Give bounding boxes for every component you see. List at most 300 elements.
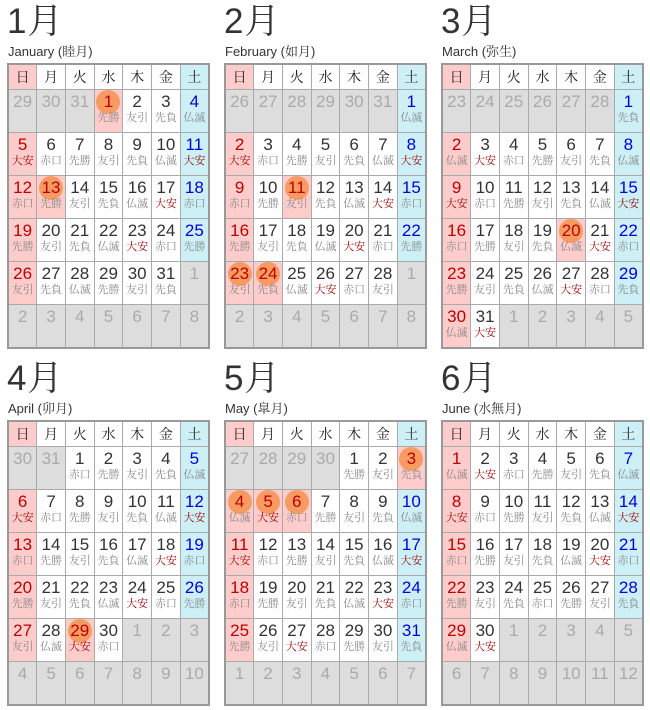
day-cell-content bbox=[398, 576, 425, 618]
rokuyo-label: 先勝 bbox=[257, 598, 280, 611]
day-cell-content bbox=[443, 305, 470, 347]
rokuyo-label: 赤口 bbox=[502, 469, 525, 482]
day-cell bbox=[442, 447, 471, 490]
day-cell bbox=[528, 619, 557, 662]
day-cell-content bbox=[398, 305, 425, 347]
day-cell-content bbox=[37, 447, 65, 489]
day-cell-content bbox=[443, 219, 470, 261]
day-cell-content bbox=[500, 576, 528, 618]
day-cell-content bbox=[500, 619, 528, 661]
day-cell bbox=[225, 219, 254, 262]
day-cell-content bbox=[615, 219, 642, 261]
day-cell-content bbox=[312, 305, 340, 347]
day-cell bbox=[282, 490, 311, 533]
day-cell bbox=[442, 176, 471, 219]
day-cell-content bbox=[37, 576, 65, 618]
rokuyo-label: 仏滅 bbox=[126, 555, 149, 568]
day-cell-content bbox=[500, 490, 528, 532]
rokuyo-label: 赤口 bbox=[11, 198, 34, 211]
day-number: 7 bbox=[378, 135, 388, 155]
day-cell bbox=[311, 576, 340, 619]
day-number: 16 bbox=[99, 535, 118, 555]
day-number: 24 bbox=[127, 578, 147, 598]
day-number: 31 bbox=[156, 264, 176, 284]
day-number: 28 bbox=[373, 264, 393, 284]
day-cell-content bbox=[398, 533, 425, 575]
day-cell-content bbox=[500, 90, 528, 132]
rokuyo-label: 先勝 bbox=[183, 241, 206, 254]
day-cell bbox=[340, 662, 369, 706]
weekday-header-sat: 土 bbox=[180, 64, 209, 90]
rokuyo-label: 赤口 bbox=[154, 598, 177, 611]
day-number: 10 bbox=[184, 664, 204, 684]
day-number: 12 bbox=[316, 178, 335, 198]
day-cell bbox=[180, 219, 209, 262]
day-cell bbox=[614, 662, 643, 706]
day-cell bbox=[65, 576, 94, 619]
day-number: 18 bbox=[504, 221, 524, 241]
day-cell bbox=[254, 176, 283, 219]
day-cell bbox=[65, 533, 94, 576]
rokuyo-label: 赤口 bbox=[183, 198, 206, 211]
day-cell bbox=[311, 219, 340, 262]
day-cell-content bbox=[95, 305, 123, 347]
day-cell-content bbox=[95, 533, 123, 575]
rokuyo-label: 友引 bbox=[285, 198, 308, 211]
day-cell-content bbox=[557, 576, 585, 618]
day-cell bbox=[37, 490, 66, 533]
day-cell-content bbox=[254, 533, 282, 575]
rokuyo-label: 先負 bbox=[560, 198, 583, 211]
rokuyo-label: 先負 bbox=[617, 112, 640, 125]
day-cell-content bbox=[66, 576, 94, 618]
day-number: 3 bbox=[509, 449, 519, 469]
rokuyo-label: 友引 bbox=[588, 598, 611, 611]
month-block bbox=[441, 2, 644, 349]
day-number: 3 bbox=[263, 307, 273, 327]
day-number: 19 bbox=[561, 535, 581, 555]
day-number: 24 bbox=[475, 92, 495, 112]
day-cell-content bbox=[500, 662, 528, 704]
day-cell bbox=[499, 619, 528, 662]
day-number: 19 bbox=[316, 221, 335, 241]
day-number: 7 bbox=[103, 664, 114, 684]
day-number: 25 bbox=[504, 264, 524, 284]
day-cell-content bbox=[529, 662, 557, 704]
day-cell bbox=[123, 619, 152, 662]
day-number: 1 bbox=[349, 449, 359, 469]
rokuyo-label: 先負 bbox=[68, 241, 91, 254]
day-cell-content bbox=[283, 576, 311, 618]
rokuyo-label: 先負 bbox=[97, 555, 120, 568]
day-number: 27 bbox=[287, 621, 307, 641]
day-number: 29 bbox=[70, 621, 90, 641]
day-number: 10 bbox=[156, 135, 176, 155]
day-cell bbox=[8, 90, 37, 133]
month-block bbox=[224, 2, 427, 349]
rokuyo-label: 先負 bbox=[126, 512, 149, 525]
day-cell bbox=[311, 133, 340, 176]
weekday-header-mon: 月 bbox=[37, 421, 66, 447]
day-cell-content bbox=[254, 133, 282, 175]
day-cell-content bbox=[66, 490, 94, 532]
day-cell-content bbox=[9, 90, 36, 132]
day-number: 29 bbox=[618, 264, 638, 284]
rokuyo-label: 仏滅 bbox=[126, 198, 149, 211]
day-cell bbox=[225, 619, 254, 662]
day-number: 28 bbox=[41, 621, 61, 641]
day-number: 1 bbox=[406, 264, 417, 284]
day-cell-content bbox=[254, 662, 282, 704]
day-cell bbox=[471, 305, 500, 349]
day-cell bbox=[369, 262, 398, 305]
weekday-header-fri: 金 bbox=[586, 64, 615, 90]
rokuyo-label: 仏滅 bbox=[97, 241, 120, 254]
day-number: 26 bbox=[533, 92, 552, 112]
calendar-table bbox=[224, 63, 427, 349]
day-cell bbox=[397, 447, 426, 490]
day-number: 24 bbox=[504, 578, 524, 598]
rokuyo-label: 大安 bbox=[400, 555, 423, 568]
day-cell bbox=[557, 490, 586, 533]
month-title: 2月 bbox=[224, 2, 281, 41]
day-cell bbox=[369, 90, 398, 133]
day-number: 13 bbox=[590, 492, 610, 512]
day-number: 27 bbox=[13, 621, 33, 641]
day-cell bbox=[528, 133, 557, 176]
rokuyo-label: 友引 bbox=[11, 284, 34, 297]
day-cell-content bbox=[181, 447, 208, 489]
rokuyo-label: 赤口 bbox=[40, 512, 63, 525]
rokuyo-label: 赤口 bbox=[314, 641, 337, 654]
weekday-header-sun: 日 bbox=[442, 64, 471, 90]
day-number: 4 bbox=[189, 92, 200, 112]
rokuyo-label: 大安 bbox=[183, 155, 206, 168]
weekday-header-tue: 火 bbox=[65, 421, 94, 447]
day-cell bbox=[65, 305, 94, 349]
day-cell bbox=[528, 305, 557, 349]
day-number: 2 bbox=[263, 664, 273, 684]
weekday-header-thu: 木 bbox=[340, 64, 369, 90]
day-number: 20 bbox=[344, 221, 364, 241]
day-cell bbox=[65, 662, 94, 706]
day-number: 4 bbox=[161, 449, 171, 469]
day-cell-content bbox=[369, 262, 397, 304]
day-number: 9 bbox=[132, 135, 142, 155]
week-row bbox=[442, 447, 643, 490]
day-cell-content bbox=[95, 219, 123, 261]
day-number: 7 bbox=[75, 135, 85, 155]
day-cell-content bbox=[557, 662, 585, 704]
day-number: 2 bbox=[480, 449, 490, 469]
day-number: 26 bbox=[316, 264, 335, 284]
day-number: 13 bbox=[561, 178, 581, 198]
rokuyo-label: 大安 bbox=[474, 155, 497, 168]
day-number: 1 bbox=[75, 449, 85, 469]
day-number: 6 bbox=[595, 449, 605, 469]
day-cell-content bbox=[529, 447, 557, 489]
day-cell bbox=[340, 447, 369, 490]
week-row bbox=[8, 662, 209, 706]
day-cell bbox=[94, 447, 123, 490]
weekday-header-mon: 月 bbox=[37, 64, 66, 90]
rokuyo-label: 先負 bbox=[343, 555, 366, 568]
day-cell bbox=[282, 133, 311, 176]
day-cell-content bbox=[398, 176, 425, 218]
day-cell-content bbox=[66, 262, 94, 304]
day-cell-content bbox=[586, 176, 614, 218]
day-cell bbox=[94, 176, 123, 219]
day-cell bbox=[471, 133, 500, 176]
rokuyo-label: 仏滅 bbox=[97, 598, 120, 611]
day-cell bbox=[152, 219, 181, 262]
day-number: 24 bbox=[401, 578, 421, 598]
day-number: 25 bbox=[533, 578, 552, 598]
day-cell bbox=[8, 176, 37, 219]
day-cell-content bbox=[529, 219, 557, 261]
week-row bbox=[225, 619, 426, 662]
rokuyo-label: 仏滅 bbox=[343, 198, 366, 211]
week-row bbox=[8, 533, 209, 576]
month-subtitle: May (皐月) bbox=[225, 401, 288, 417]
weekday-header-sun: 日 bbox=[225, 421, 254, 447]
day-cell-content bbox=[443, 576, 470, 618]
day-cell bbox=[8, 133, 37, 176]
rokuyo-label: 先勝 bbox=[11, 241, 34, 254]
day-cell bbox=[8, 533, 37, 576]
day-number: 2 bbox=[378, 449, 388, 469]
weekday-header-row bbox=[442, 421, 643, 447]
day-cell bbox=[123, 133, 152, 176]
day-cell-content bbox=[152, 305, 180, 347]
day-number: 9 bbox=[378, 492, 388, 512]
day-number: 5 bbox=[320, 135, 331, 155]
day-cell bbox=[8, 576, 37, 619]
day-cell bbox=[123, 490, 152, 533]
day-number: 31 bbox=[41, 449, 61, 469]
day-cell bbox=[528, 90, 557, 133]
weekday-header-sat: 土 bbox=[180, 421, 209, 447]
day-cell-content bbox=[586, 533, 614, 575]
rokuyo-label: 友引 bbox=[560, 469, 583, 482]
week-row bbox=[8, 576, 209, 619]
week-row bbox=[442, 90, 643, 133]
day-cell-content bbox=[312, 533, 340, 575]
day-cell bbox=[152, 619, 181, 662]
rokuyo-label: 友引 bbox=[314, 555, 337, 568]
day-cell bbox=[180, 533, 209, 576]
day-cell-content bbox=[152, 662, 180, 704]
rokuyo-label: 友引 bbox=[285, 598, 308, 611]
rokuyo-label: 大安 bbox=[445, 198, 468, 211]
day-cell-content bbox=[340, 619, 368, 661]
day-cell-content bbox=[123, 619, 151, 661]
rokuyo-label: 大安 bbox=[617, 512, 640, 525]
day-cell-content bbox=[500, 533, 528, 575]
day-number: 18 bbox=[156, 535, 176, 555]
weekday-header-sun: 日 bbox=[442, 421, 471, 447]
day-cell-content bbox=[369, 619, 397, 661]
day-cell-content bbox=[66, 619, 94, 661]
day-number: 3 bbox=[161, 92, 171, 112]
weekday-header-thu: 木 bbox=[123, 64, 152, 90]
day-cell bbox=[225, 262, 254, 305]
day-cell bbox=[152, 133, 181, 176]
week-row bbox=[225, 490, 426, 533]
day-cell bbox=[225, 133, 254, 176]
day-number: 14 bbox=[618, 492, 638, 512]
day-cell-content bbox=[152, 619, 180, 661]
day-cell bbox=[557, 533, 586, 576]
day-cell bbox=[37, 176, 66, 219]
day-number: 26 bbox=[258, 621, 278, 641]
day-cell-content bbox=[9, 576, 36, 618]
day-cell-content bbox=[226, 447, 253, 489]
weekday-header-mon: 月 bbox=[254, 421, 283, 447]
day-cell-content bbox=[500, 447, 528, 489]
rokuyo-label: 先勝 bbox=[40, 555, 63, 568]
rokuyo-label: 仏滅 bbox=[314, 241, 337, 254]
day-cell-content bbox=[615, 662, 642, 704]
month-subtitle: June (水無月) bbox=[442, 401, 522, 417]
day-number: 20 bbox=[590, 535, 610, 555]
day-cell bbox=[614, 90, 643, 133]
day-number: 11 bbox=[157, 492, 175, 512]
rokuyo-label: 友引 bbox=[228, 284, 251, 297]
day-cell-content bbox=[66, 662, 94, 704]
day-cell bbox=[340, 219, 369, 262]
day-cell-content bbox=[471, 447, 499, 489]
day-cell-content bbox=[181, 490, 208, 532]
week-row bbox=[442, 576, 643, 619]
day-number: 2 bbox=[537, 621, 548, 641]
week-row bbox=[8, 447, 209, 490]
day-number: 19 bbox=[13, 221, 33, 241]
day-cell-content bbox=[181, 133, 208, 175]
day-cell bbox=[282, 447, 311, 490]
day-cell-content bbox=[340, 262, 368, 304]
day-cell bbox=[180, 490, 209, 533]
day-cell-content bbox=[398, 662, 425, 704]
day-cell bbox=[65, 619, 94, 662]
day-cell-content bbox=[398, 219, 425, 261]
day-cell bbox=[369, 219, 398, 262]
week-row bbox=[8, 305, 209, 349]
day-number: 8 bbox=[132, 664, 142, 684]
day-cell-content bbox=[9, 490, 36, 532]
day-cell bbox=[397, 219, 426, 262]
day-cell-content bbox=[529, 576, 557, 618]
rokuyo-label: 大安 bbox=[11, 512, 34, 525]
day-number: 21 bbox=[316, 578, 335, 598]
day-number: 8 bbox=[406, 135, 417, 155]
week-row bbox=[225, 447, 426, 490]
day-number: 13 bbox=[41, 178, 61, 198]
rokuyo-label: 仏滅 bbox=[371, 555, 394, 568]
rokuyo-label: 先負 bbox=[154, 469, 177, 482]
day-cell-content bbox=[586, 133, 614, 175]
day-cell-content bbox=[471, 133, 499, 175]
day-cell bbox=[528, 490, 557, 533]
day-cell bbox=[397, 262, 426, 305]
day-cell bbox=[282, 176, 311, 219]
day-cell-content bbox=[226, 305, 253, 347]
day-number: 29 bbox=[287, 449, 307, 469]
day-number: 28 bbox=[618, 578, 638, 598]
rokuyo-label: 先負 bbox=[531, 241, 554, 254]
rokuyo-label: 友引 bbox=[97, 155, 120, 168]
day-cell-content bbox=[9, 619, 36, 661]
rokuyo-label: 先勝 bbox=[11, 598, 34, 611]
day-cell-content bbox=[66, 176, 94, 218]
rokuyo-label: 友引 bbox=[502, 241, 525, 254]
day-cell bbox=[225, 305, 254, 349]
day-cell-content bbox=[66, 219, 94, 261]
month-subtitle: March (弥生) bbox=[442, 44, 517, 60]
day-cell-content bbox=[123, 490, 151, 532]
day-number: 10 bbox=[475, 178, 495, 198]
day-number: 24 bbox=[475, 264, 495, 284]
day-cell-content bbox=[37, 133, 65, 175]
rokuyo-label: 友引 bbox=[126, 284, 149, 297]
week-row bbox=[8, 176, 209, 219]
day-number: 23 bbox=[447, 264, 467, 284]
day-number: 25 bbox=[287, 264, 307, 284]
rokuyo-label: 大安 bbox=[474, 469, 497, 482]
day-number: 1 bbox=[623, 92, 634, 112]
day-cell-content bbox=[312, 576, 340, 618]
weekday-header-fri: 金 bbox=[586, 421, 615, 447]
week-row bbox=[442, 176, 643, 219]
day-cell bbox=[225, 447, 254, 490]
rokuyo-label: 友引 bbox=[68, 555, 91, 568]
day-cell-content bbox=[9, 262, 36, 304]
day-cell-content bbox=[529, 262, 557, 304]
rokuyo-label: 先負 bbox=[400, 469, 423, 482]
day-cell bbox=[397, 576, 426, 619]
day-cell bbox=[499, 490, 528, 533]
day-cell-content bbox=[471, 576, 499, 618]
rokuyo-label: 友引 bbox=[560, 155, 583, 168]
day-number: 20 bbox=[287, 578, 307, 598]
day-cell bbox=[282, 305, 311, 349]
day-cell bbox=[369, 305, 398, 349]
weekday-header-wed: 水 bbox=[528, 64, 557, 90]
day-cell bbox=[586, 219, 615, 262]
rokuyo-label: 仏滅 bbox=[40, 641, 63, 654]
day-number: 2 bbox=[17, 307, 28, 327]
day-cell-content bbox=[37, 90, 65, 132]
day-number: 17 bbox=[475, 221, 495, 241]
day-number: 25 bbox=[230, 621, 250, 641]
rokuyo-label: 先勝 bbox=[474, 555, 497, 568]
day-cell-content bbox=[226, 490, 253, 532]
day-cell bbox=[442, 662, 471, 706]
week-row bbox=[442, 262, 643, 305]
day-cell bbox=[37, 305, 66, 349]
day-cell bbox=[8, 219, 37, 262]
rokuyo-label: 大安 bbox=[343, 241, 366, 254]
rokuyo-label: 先負 bbox=[40, 284, 63, 297]
day-number: 3 bbox=[263, 135, 273, 155]
week-row bbox=[442, 533, 643, 576]
day-cell bbox=[369, 533, 398, 576]
day-cell bbox=[557, 90, 586, 133]
weekday-header-mon: 月 bbox=[471, 64, 500, 90]
day-cell bbox=[442, 305, 471, 349]
rokuyo-label: 赤口 bbox=[588, 284, 611, 297]
day-number: 17 bbox=[504, 535, 524, 555]
